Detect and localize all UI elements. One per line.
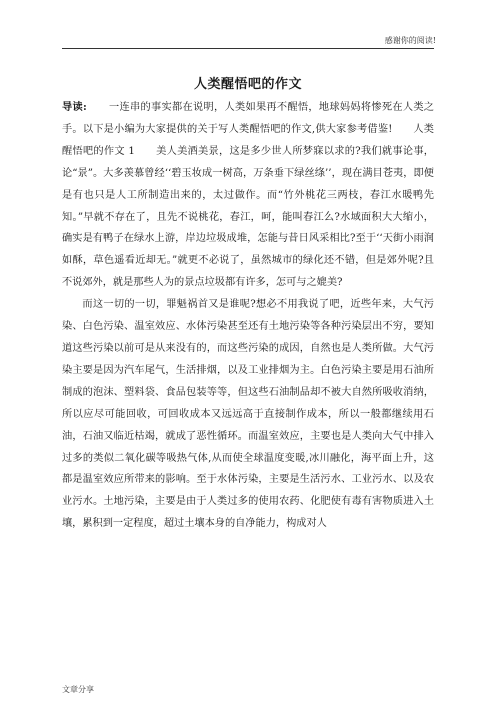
lead-paragraph — [62, 97, 434, 294]
lead-text: 一连串的事实都在说明，人类如果再不醒悟，地球妈妈将惨死在人类之手。以下是小编为大家提供的关于写人类醒悟吧的作文,供大家参考借鉴! 人类醒悟吧的作文 1 美人美酒美景，这是多少世人所梦寐以求的?我们就事论事，论“景”。大多羡慕曾经‘‘碧玉妆成一树高，万条垂下绿丝绦’’，现在满目苍夷，即便是有也只是人工所制造出来的，太过做作。而“竹外桃花三两枝，春江水暖鸭先知。”早就不存在了，且先不说桃花，春江，呵，能叫春江么?水域面积大大缩小，确实是有鸭子在绿水上游，岸边垃圾成堆，怎能与昔日风采相比?至于‘‘天街小雨润如酥，草色遥看近却无。”就更不必说了，虽然城市的绿化还不错，但是郊外呢?且不说郊外，就是那些人为的景点垃圾都有许多，怎可与之媲美? — [62, 102, 434, 289]
page-title: 人类醒悟吧的作文 — [193, 77, 302, 92]
page-footer: 文章分享 — [62, 685, 94, 694]
header-rule — [62, 48, 434, 49]
article-body — [62, 97, 434, 535]
lead-label: 导读: — [62, 101, 87, 113]
body-paragraph: 而这一切的一切，罪魁祸首又是谁呢?想必不用我说了吧，近些年来，大气污染、白色污染、温室效应、水体污染甚至还有土地污染等各种污染层出不穷，要知道这些污染以前可是从来没有的，而这些污染的成因，自然也是人类所做。大气污染主要是因为汽车尾气，生活排烟，以及工业排烟为主。白色污染主要是用石油所制成的泡沫、塑料袋、食品包装等等，但这些石油制品却不被大自然所吸收消纳，所以应尽可能回收，可回收成本又远远高于直接制作成本，所以一般都继续用石油，石油又临近枯竭，就成了恶性循环。而温室效应，主要也是人类向大气中排入过多的类似二氧化碳等吸热气体,从而使全球温度变暖,冰川融化，海平面上升，这都是温室效应所带来的影响。至于水体污染，主要是生活污水、工业污水、以及农业污水。土地污染，主要是由于人类过多的使用农药、化肥使有毒有害物质进入土壤，累积到一定程度，超过土壤本身的自净能力，构成对人 — [62, 299, 434, 530]
page-header: 感谢你的阅读! — [384, 36, 436, 45]
